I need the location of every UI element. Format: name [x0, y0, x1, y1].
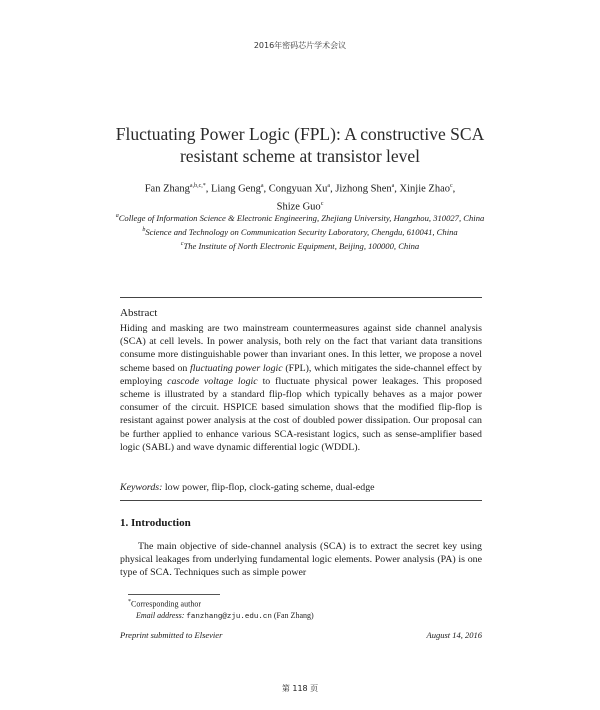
- email-owner: (Fan Zhang): [273, 610, 314, 620]
- page-number: 第 118 页: [281, 684, 319, 693]
- affiliation: $^c$The Institute of North Electronic Equipment, Beijing, 100000, China: [180, 241, 420, 252]
- author: Congyuan Xu: [268, 183, 328, 195]
- affiliation: $^a$College of Information Science & Electronic Engineering, Zhejiang University, Hangzhou, 310027, China: [115, 212, 485, 223]
- author: Liang Geng: [210, 183, 261, 195]
- author: Xinjie Zhao: [399, 183, 450, 195]
- email-address[interactable]: fanzhang@zju.edu.cn: [186, 612, 272, 621]
- author-mark: a,b,c,*: [189, 183, 206, 189]
- author-mark: a: [391, 183, 395, 189]
- abstract-heading: Abstract: [120, 307, 158, 319]
- paper-title: [60, 123, 540, 167]
- author-mark: a: [260, 183, 264, 189]
- author-mark: c: [450, 183, 453, 189]
- affiliations: [90, 210, 510, 252]
- author-mark: c: [320, 200, 324, 207]
- title-line-1: Fluctuating Power Logic (FPL): A constructive SCA: [115, 124, 485, 144]
- keywords: [120, 482, 482, 493]
- section-heading: 1. Introduction: [120, 517, 191, 529]
- author-list: Fan Zhang$^{a,b,c,*}$, Liang Geng$^a$, Congyuan Xu$^a$, Jizhong Shen$^a$, Xinjie Zhao$^c$, Shize Guo$^c$: [144, 183, 456, 212]
- footnote-rule: [128, 594, 220, 595]
- keywords-list: low power, flip-flop, clock-gating scheme, dual-edge: [164, 482, 375, 493]
- email-label: Email address:: [136, 610, 185, 620]
- submission-date: August 14, 2016: [426, 630, 482, 640]
- abstract-body: Hiding and masking are two mainstream countermeasures against side channel analysis (SCA) at cell levels. In power analysis, both rely on the fact that variant data transitions consume more distinguishable power than invariant ones. In this letter, we propose a novel scheme based on fluctuating power logic (FPL), which mitigates the side-channel effect by employing cascode voltage logic to fluctuate physical power leakages. This proposed scheme is illustrated by a standard flip-flop which typically behaves as a major power consumer of the circuit. HSPICE based simulation shows that the modified flip-flop is resistant against power analysis at the cost of doubled power dissipation. Our proposal can be further applied to enhance various SCA-resistant logics, such as sense-amplifier based logic (SABL) and wave dynamic differential logic (WDDL).: [120, 323, 482, 453]
- preprint-note: Preprint submitted to Elsevier: [120, 630, 223, 640]
- conference-header: 2016年密码芯片学术会议: [253, 41, 347, 50]
- abstract-bottom-rule: [120, 500, 482, 501]
- introduction-paragraph: The main objective of side-channel analysis (SCA) is to extract the secret key using physical leakages from underlying fundamental logic elements. Power analysis (PA) is one type of SCA. Techniques such as simple power: [120, 541, 482, 579]
- author: Shize Guo: [276, 201, 321, 212]
- footnote: *Corresponding author Email address: fanzhang@zju.edu.cn (Fan Zhang): [128, 599, 314, 621]
- abstract-top-rule: [120, 297, 482, 298]
- affiliation: $^b$Science and Technology on Communication Security Laboratory, Chengdu, 610041, China: [142, 227, 458, 238]
- author: Jizhong Shen: [335, 183, 392, 195]
- title-line-2: resistant scheme at transistor level: [179, 146, 421, 166]
- keywords-label: Keywords:: [120, 482, 163, 493]
- footnote-corresponding: Corresponding author: [131, 599, 201, 609]
- author: Fan Zhang: [144, 183, 190, 195]
- author-mark: a: [327, 183, 331, 189]
